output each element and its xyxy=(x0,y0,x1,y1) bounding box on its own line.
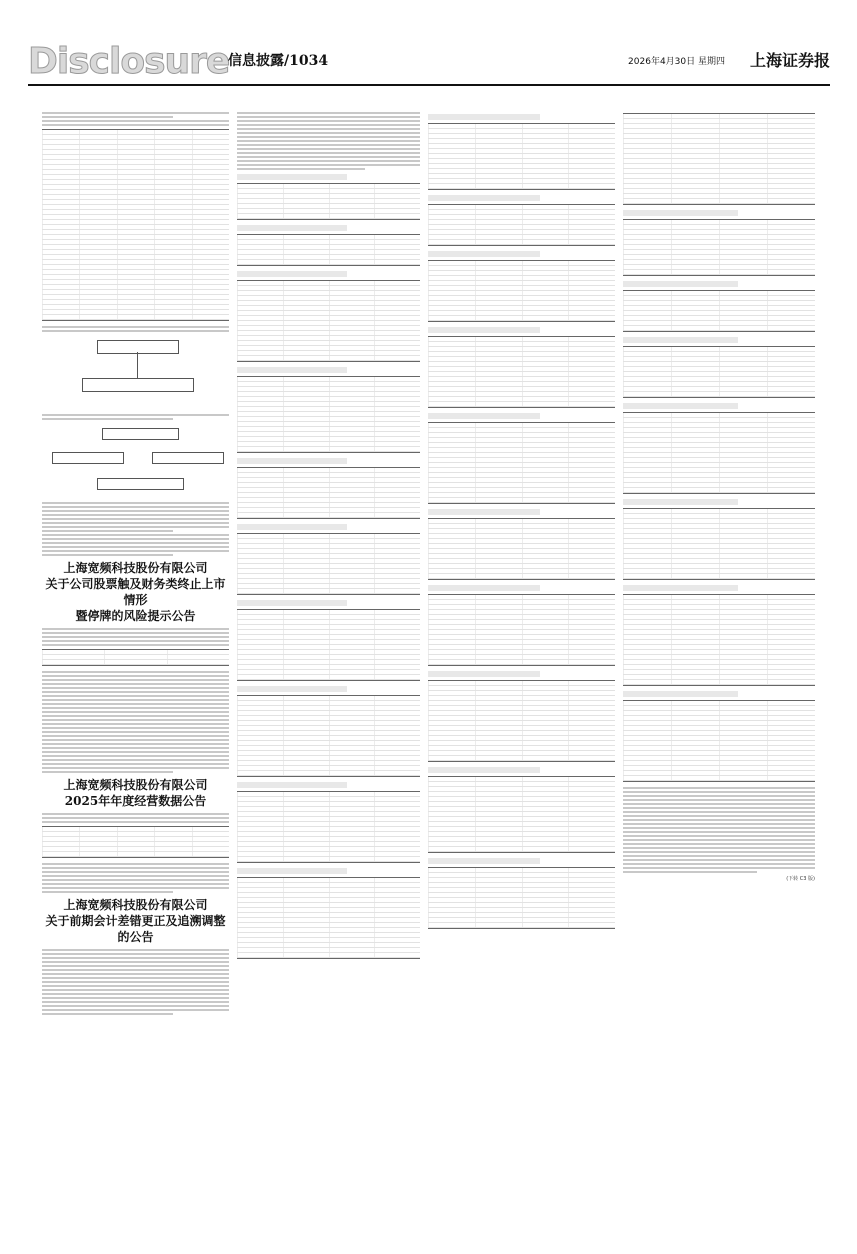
section-title: 信息披露/1034 xyxy=(228,53,329,69)
headline-1-line-2: 关于公司股票触及财务类终止上市情形 xyxy=(45,577,226,607)
column-1 xyxy=(42,110,229,1017)
headline-2-line-1: 上海宽频科技股份有限公司 xyxy=(63,778,208,792)
continued-note: (下转 C3 版) xyxy=(786,876,815,882)
headline-2-line-2: 2025年年度经营数据公告 xyxy=(64,794,207,808)
headline-3-line-1: 上海宽频科技股份有限公司 xyxy=(63,898,208,912)
column-2 xyxy=(237,110,420,964)
brand-wordmark: Disclosure xyxy=(28,41,230,82)
headline-1 xyxy=(42,560,229,624)
ownership-diagram-1 xyxy=(42,338,229,408)
masthead xyxy=(28,38,830,82)
column-4 xyxy=(623,110,815,882)
headline-1-line-3: 暨停牌的风险提示公告 xyxy=(75,609,196,623)
headline-3 xyxy=(42,897,229,945)
header-rule xyxy=(28,84,830,86)
newspaper-name: 上海证券报 xyxy=(749,51,830,70)
issue-date: 2026年4月30日 星期四 xyxy=(628,57,725,67)
column-3 xyxy=(428,110,615,934)
headline-2 xyxy=(42,777,229,809)
headline-1-line-1: 上海宽频科技股份有限公司 xyxy=(63,561,208,575)
data-table xyxy=(42,129,229,321)
headline-3-line-2: 关于前期会计差错更正及追溯调整的公告 xyxy=(45,914,226,944)
ownership-diagram-2 xyxy=(42,426,229,496)
